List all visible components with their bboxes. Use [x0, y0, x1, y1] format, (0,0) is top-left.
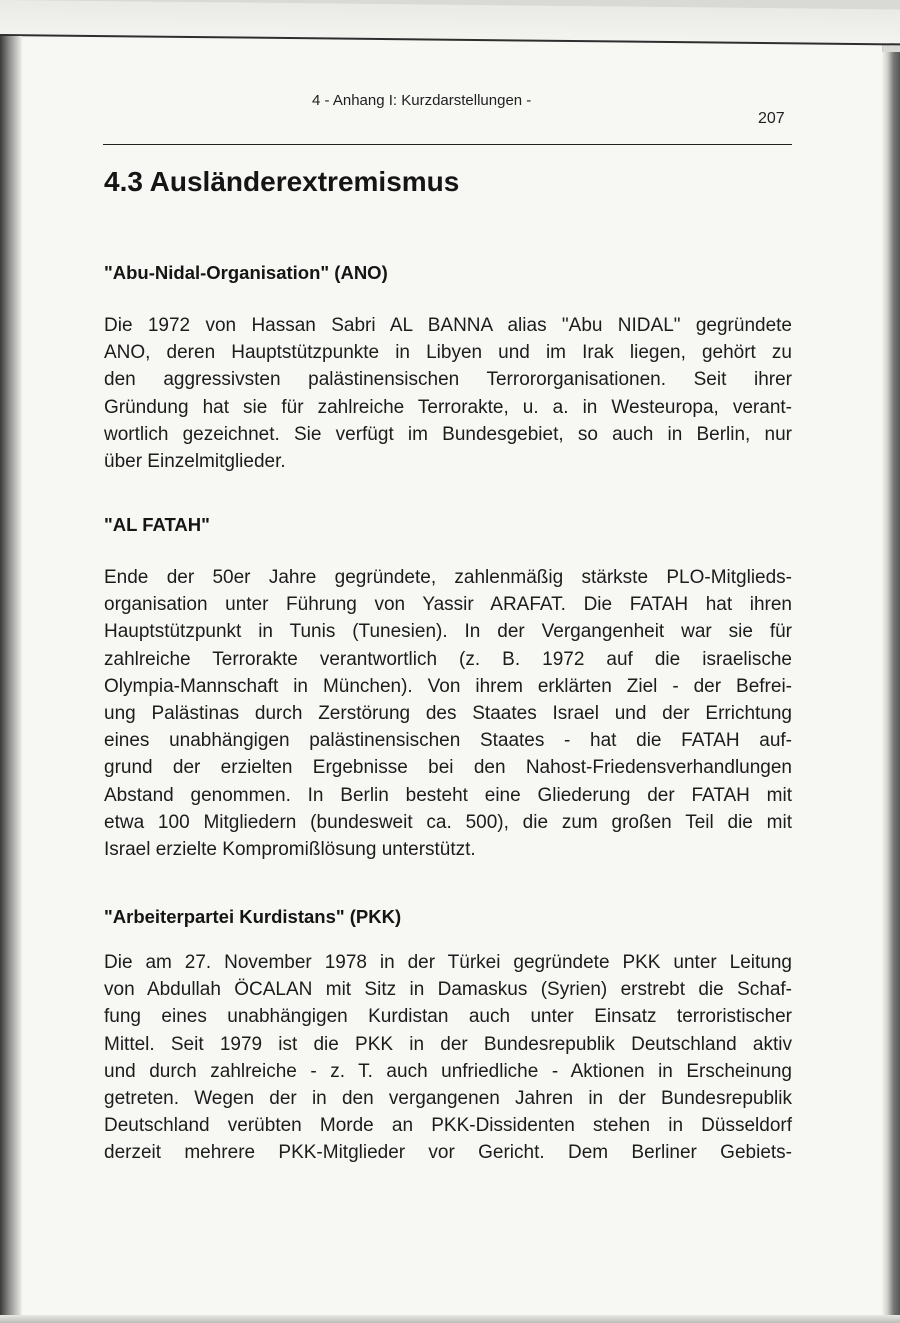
text-line: eines unabhängigen palästinensischen Staates - hat die FATAH auf- — [104, 730, 792, 752]
text-line: Deutschland verübten Morde an PKK-Dissidenten stehen in Düsseldorf — [104, 1115, 792, 1137]
page-right-edge — [882, 52, 900, 1323]
text-line: Olympia-Mannschaft in München). Von ihrem erklärten Ziel - der Befrei- — [104, 675, 792, 697]
heading-pkk: "Arbeiterpartei Kurdistans" (PKK) — [104, 906, 402, 927]
heading-ano: "Abu-Nidal-Organisation" (ANO) — [104, 262, 388, 283]
text-line: ANO, deren Hauptstützpunkte in Libyen und im Irak liegen, gehört zu — [104, 342, 792, 364]
text-line: Die am 27. November 1978 in der Türkei gegründete PKK unter Leitung — [104, 952, 792, 973]
text-line: organisation unter Führung von Yassir ARAFAT. Die FATAH hat ihren — [104, 594, 792, 616]
text-line: Israel erzielte Kompromißlösung unterstützt. — [104, 839, 476, 861]
paragraph-al-fatah — [104, 564, 792, 863]
page-bottom-edge — [0, 1315, 900, 1323]
text-line: den aggressivsten palästinensischen Terrororganisationen. Seit ihrer — [104, 369, 792, 391]
text-line: getreten. Wegen der in den vergangenen Jahren in der Bundesrepublik — [104, 1088, 792, 1110]
running-head: 4 - Anhang I: Kurzdarstellungen - — [312, 92, 532, 109]
text-line: wortlich gezeichnet. Sie verfügt im Bundesgebiet, so auch in Berlin, nur — [104, 423, 792, 445]
text-line: Abstand genommen. In Berlin besteht eine Gliederung der FATAH mit — [104, 784, 792, 806]
binding-shadow — [0, 36, 22, 1323]
paragraph-ano — [104, 312, 792, 475]
text-line: zahlreiche Terrorakte verantwortlich (z. B. 1972 auf die israelische — [104, 648, 792, 670]
text-line: Mittel. Seit 1979 ist die PKK in der Bundesrepublik Deutschland aktiv — [104, 1033, 792, 1055]
text-line: über Einzelmitglieder. — [104, 451, 286, 473]
text-line: und durch zahlreiche - z. T. auch unfriedliche - Aktionen in Erscheinung — [104, 1060, 792, 1082]
text-line: Ende der 50er Jahre gegründete, zahlenmäßig stärkste PLO-Mitglieds- — [104, 567, 792, 588]
page-number: 207 — [758, 110, 785, 127]
text-line: grund der erzielten Ergebnisse bei den Nahost-Friedensverhandlungen — [104, 757, 792, 779]
section-title: 4.3 Ausländerextremismus — [104, 166, 460, 197]
text-line: derzeit mehrere PKK-Mitglieder vor Gericht. Dem Berliner Gebiets- — [104, 1142, 792, 1164]
header-rule — [103, 144, 792, 145]
heading-al-fatah: "AL FATAH" — [104, 514, 210, 535]
text-line: Hauptstützpunkt in Tunis (Tunesien). In der Vergangenheit war sie für — [104, 621, 792, 643]
paragraph-pkk — [104, 949, 792, 1167]
text-line: von Abdullah ÖCALAN mit Sitz in Damaskus (Syrien) erstrebt die Schaf- — [104, 979, 792, 1001]
text-line: etwa 100 Mitgliedern (bundesweit ca. 500), die zum großen Teil die mit — [104, 811, 792, 833]
text-line: ung Palästinas durch Zerstörung des Staates Israel und der Errichtung — [104, 703, 792, 725]
text-line: Die 1972 von Hassan Sabri AL BANNA alias "Abu NIDAL" gegründete — [104, 315, 792, 336]
text-line: Gründung hat sie für zahlreiche Terrorakte, u. a. in Westeuropa, verant- — [104, 396, 792, 418]
text-line: fung eines unabhängigen Kurdistan auch unter Einsatz terroristischer — [104, 1006, 792, 1028]
